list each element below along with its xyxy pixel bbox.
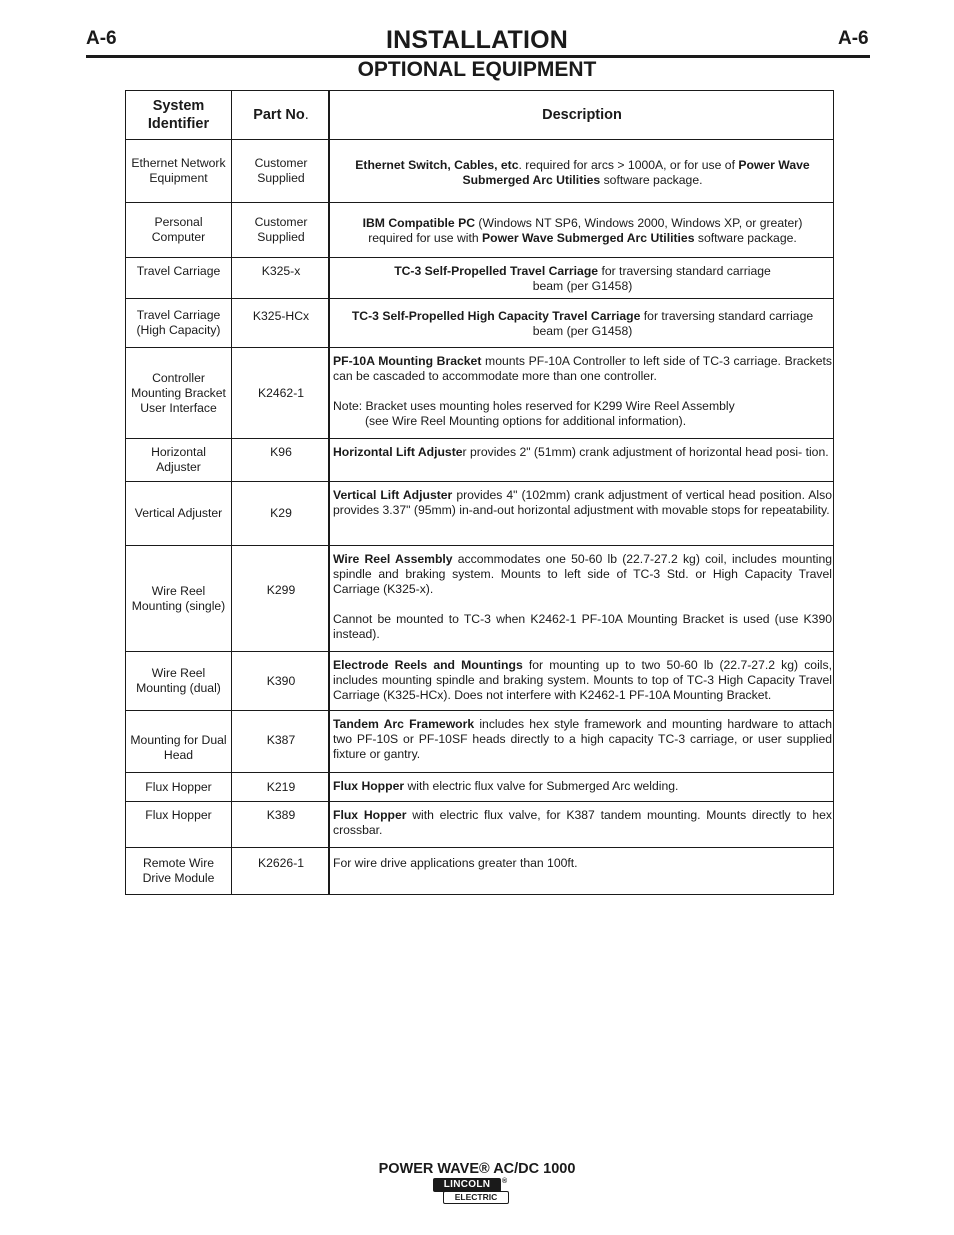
cell-text: Horizontal Lift Adjuste [333, 445, 463, 459]
cell-text: Controller [152, 370, 205, 385]
cell-text: Flux Hopper [333, 779, 405, 793]
cell-text: K389 [266, 808, 296, 822]
cell-text: TC-3 Self-Propelled High Capacity Travel Carriage [351, 309, 641, 323]
cell-text: Supplied [257, 230, 305, 244]
cell-text: K390 [266, 673, 296, 688]
part-no-cell [232, 482, 330, 545]
table-row [125, 848, 834, 895]
description-cell [330, 773, 834, 801]
cell-text: Submerged Arc Utilities [462, 173, 601, 187]
description-cell [330, 258, 834, 298]
table-row [125, 348, 834, 439]
description-cell [330, 348, 834, 438]
description-cell [330, 546, 834, 651]
system-identifier-cell [125, 802, 232, 847]
cell-text: Cannot be mounted to TC-3 when K2462-1 PF-10A Mounting Bracket is used (use K390 instead). [333, 612, 832, 641]
page-code-right: A-6 [838, 28, 869, 49]
page-title: INSTALLATION [385, 26, 568, 54]
cell-text: Power Wave Submerged Arc Utilities [482, 231, 695, 245]
lincoln-electric-logo [433, 1178, 511, 1206]
optional-equipment-table [125, 90, 834, 895]
header-text: System [152, 97, 205, 114]
cell-text: beam (per G1458) [532, 279, 633, 293]
system-identifier-cell [125, 140, 232, 202]
cell-text: K96 [270, 445, 292, 459]
cell-text: Ethernet Switch, Cables, etc [355, 158, 519, 172]
table-header-row [125, 90, 834, 140]
page-subtitle: OPTIONAL EQUIPMENT [357, 58, 597, 81]
cell-text: Note: Bracket uses mounting holes reserved for K299 Wire Reel Assembly [333, 399, 735, 413]
table-row [125, 140, 834, 203]
system-identifier-cell [125, 773, 232, 801]
description-cell [330, 140, 834, 202]
cell-text: For wire drive applications greater than 100ft. [333, 856, 578, 870]
page-code-left: A-6 [86, 28, 117, 49]
cell-text: software package. [694, 231, 797, 245]
footer-product-name: POWER WAVE® AC/DC 1000 [378, 1161, 576, 1177]
description-cell [330, 802, 834, 847]
part-no-cell [232, 848, 330, 894]
cell-text: for traversing standard carriage [598, 264, 771, 278]
logo-bottom-text: ELECTRIC [443, 1191, 509, 1204]
system-identifier-cell [125, 258, 232, 298]
cell-text: . required for arcs > 1000A, or for use of [518, 158, 739, 172]
system-identifier-cell [125, 546, 232, 651]
part-no-cell [232, 258, 330, 298]
table-row [125, 482, 834, 546]
description-cell [330, 652, 834, 710]
system-identifier-cell [125, 848, 232, 894]
cell-text: Customer [254, 215, 308, 229]
header-text: Identifier [147, 115, 210, 132]
description-cell [330, 439, 834, 481]
cell-text: includes hex style framework and mounting hardware to attach two PF-10S or PF-10SF heads directly to a high capacity TC-3 carriage, or user supplied fixture or gantry. [333, 717, 832, 761]
description-cell [330, 482, 834, 545]
cell-text: PF-10A Mounting Bracket [333, 354, 482, 368]
system-identifier-cell [125, 203, 232, 257]
table-row [125, 258, 834, 299]
cell-text: Horizontal [151, 445, 206, 459]
cell-text: Head [163, 748, 194, 762]
cell-text: Remote Wire [142, 856, 215, 870]
cell-text: Flux Hopper [145, 808, 212, 822]
cell-text: (see Wire Reel Mounting options for additional information). [365, 414, 687, 428]
column-header-part-no [232, 90, 330, 139]
system-identifier-cell [125, 348, 232, 438]
column-header-system-identifier [125, 90, 232, 139]
description-cell [330, 848, 834, 894]
cell-text: Travel Carriage [136, 308, 221, 322]
cell-text: K219 [266, 779, 296, 794]
part-no-cell [232, 140, 330, 202]
cell-text: Mounting (single) [131, 598, 226, 613]
cell-text: K2626-1 [257, 856, 305, 870]
cell-text: K387 [266, 733, 296, 747]
part-no-cell [232, 773, 330, 801]
table-row [125, 203, 834, 258]
cell-text: K325-x [261, 264, 301, 278]
cell-text: Wire Reel Assembly [333, 552, 453, 566]
system-identifier-cell [125, 299, 232, 347]
header-text: Part No [253, 106, 305, 123]
cell-text: TC-3 Self-Propelled Travel Carriage [394, 264, 599, 278]
cell-text: with electric flux valve for Submerged Arc welding. [404, 779, 679, 793]
cell-text: Mounting Bracket [131, 385, 226, 400]
part-no-cell [232, 348, 330, 438]
cell-text: Mounting for Dual [130, 733, 227, 747]
cell-text: Flux Hopper [145, 779, 212, 794]
cell-text: with electric flux valve, for K387 tandem mounting. Mounts directly to hex crossbar. [333, 808, 832, 837]
cell-text: provides 4" (102mm) crank adjustment of vertical head position. Also provides 3.37" (95mm) in-and-out horizontal adjustment with movable stops for repeatability. [333, 488, 832, 517]
cell-text: Drive Module [142, 871, 215, 885]
cell-text: K29 [270, 506, 292, 520]
part-no-cell [232, 546, 330, 651]
table-row [125, 773, 834, 802]
cell-text: IBM Compatible PC [362, 216, 475, 230]
system-identifier-cell [125, 439, 232, 481]
part-no-cell [232, 203, 330, 257]
cell-text: Adjuster [156, 460, 201, 474]
cell-text: K325-HCx [252, 309, 310, 323]
system-identifier-cell [125, 711, 232, 772]
table-row [125, 439, 834, 482]
cell-text: beam (per G1458) [532, 324, 633, 338]
system-identifier-cell [125, 482, 232, 545]
cell-text: Equipment [149, 171, 208, 185]
cell-text: r provides 2" (51mm) crank adjustment of horizontal head posi- tion. [462, 445, 829, 459]
table-row [125, 652, 834, 711]
cell-text: Vertical Lift Adjuster [333, 488, 453, 502]
cell-text: for mounting up to two 50-60 lb (22.7-27.2 kg) coils, includes mounting spindle and braking system. Mounts to top of TC-3 High Capacity Travel Carriage (K325-HCx). Does not interfere with K2462-1 PF-10A Mounting Bracket. [333, 658, 832, 702]
cell-text: Tandem Arc Framework [333, 717, 475, 731]
column-header-description: Description [542, 106, 622, 123]
cell-text: Customer [254, 156, 308, 170]
part-no-cell [232, 652, 330, 710]
cell-text: Computer [151, 230, 206, 244]
description-cell [330, 203, 834, 257]
cell-text: Supplied [257, 171, 305, 185]
cell-text: K299 [266, 583, 296, 597]
cell-text: Ethernet Network [131, 156, 226, 170]
system-identifier-cell [125, 652, 232, 710]
description-cell [330, 711, 834, 772]
cell-text: Wire Reel [151, 666, 206, 680]
table-row [125, 299, 834, 348]
cell-text: Flux Hopper [333, 808, 407, 822]
cell-text: Vertical Adjuster [134, 506, 223, 520]
cell-text: accommodates one 50-60 lb (22.7-27.2 kg) coil, includes mounting spindle and braking system. Mounts to left side of TC-3 Std. or High Capacity Travel Carriage (K325-x). [333, 552, 832, 596]
cell-text: (Windows NT SP6, Windows 2000, Windows XP, or greater) [475, 216, 803, 230]
part-no-cell [232, 439, 330, 481]
cell-text: for traversing standard carriage [640, 309, 814, 323]
cell-text: Power Wave [738, 158, 810, 172]
cell-text: Personal [154, 215, 203, 229]
cell-text: Electrode Reels and Mountings [333, 658, 523, 672]
part-no-cell [232, 299, 330, 347]
logo-top-text: LINCOLN [433, 1178, 501, 1192]
cell-text: Mounting (dual) [136, 681, 221, 695]
table-row [125, 546, 834, 652]
cell-text: Travel Carriage [136, 264, 221, 278]
cell-text: User Interface [140, 400, 217, 415]
description-cell [330, 299, 834, 347]
cell-text: Wire Reel [151, 583, 206, 598]
cell-text: K2462-1 [257, 385, 305, 400]
part-no-cell [232, 802, 330, 847]
cell-text: (High Capacity) [136, 323, 221, 337]
cell-text: mounts PF-10A Controller to left side of TC-3 carriage. Brackets can be cascaded to accommodate more than one controller. [333, 354, 832, 383]
table-row [125, 802, 834, 848]
cell-text: software package. [600, 173, 703, 187]
cell-text: required for use with [368, 231, 483, 245]
logo-registered-mark: ® [502, 1178, 508, 1185]
table-row [125, 711, 834, 773]
header-text: . [304, 106, 309, 123]
part-no-cell [232, 711, 330, 772]
